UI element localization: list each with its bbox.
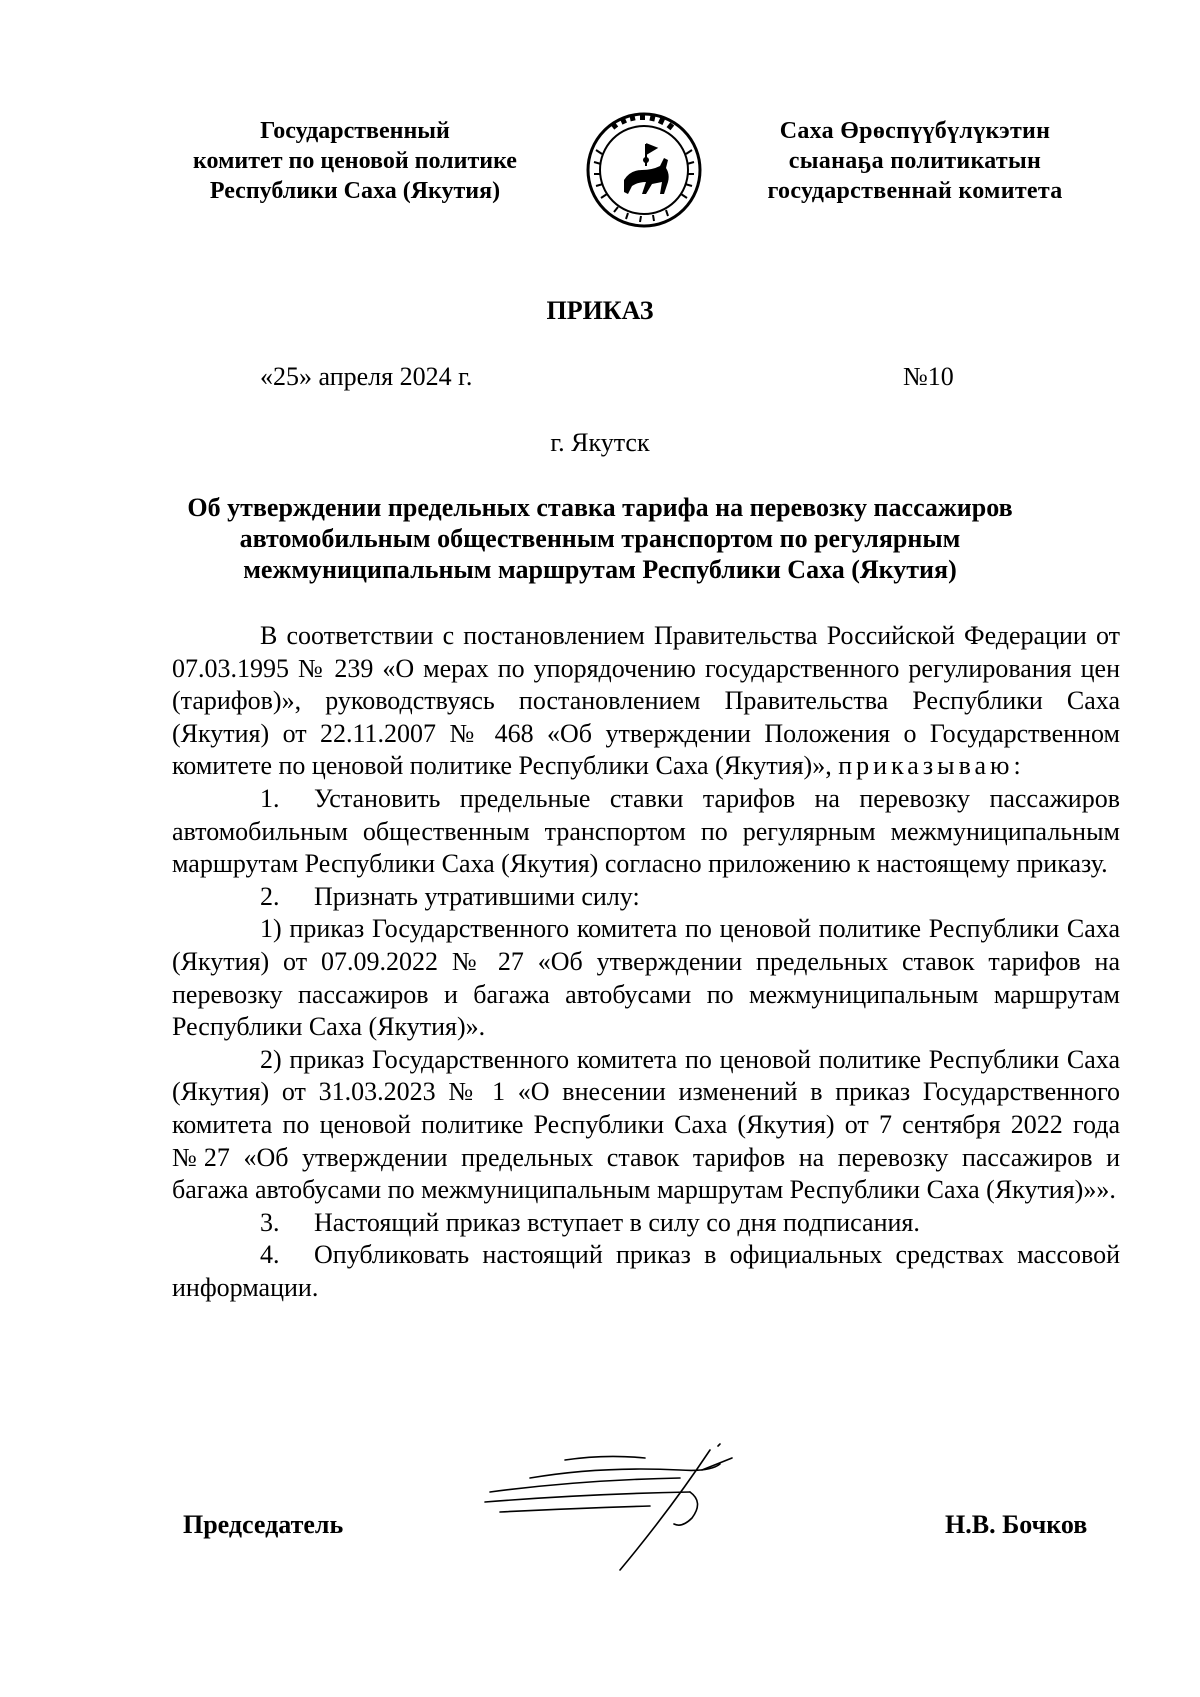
- signatory-title: Председатель: [183, 1510, 344, 1539]
- coat-of-arms-icon: [584, 110, 704, 230]
- item-3-number: 3.: [260, 1207, 280, 1237]
- item-2: [172, 881, 1120, 914]
- item-3-text: Настоящий приказ вступает в силу со дня подписания.: [314, 1207, 920, 1237]
- document-number: №10: [903, 362, 954, 391]
- document-date: «25» апреля 2024 г.: [260, 362, 473, 391]
- item-1-text: Установить предельные ставки тарифов на перевозку пассажиров автомобильным общественным транспортом по регулярным межмуниципальным маршрутам Республики Саха (Якутия) согласно приложению к настоящему приказу.: [172, 783, 1120, 879]
- letterhead-left-line: Государственный: [260, 118, 450, 144]
- item-2-text: Признать утратившими силу:: [314, 881, 640, 911]
- item-2-1: 1) приказ Государственного комитета по ценовой политике Республики Саха (Якутия) от 07.09.2022 № 27 «Об утверждении предельных ставок тарифов на перевозку пассажиров и багажа автобусами по межмуниципальным маршрутам Республики Саха (Якутия)».: [172, 914, 1120, 1042]
- letterhead: [0, 116, 1200, 226]
- document-city: г. Якутск: [550, 428, 650, 457]
- item-4-number: 4.: [260, 1240, 280, 1270]
- letterhead-left: [170, 116, 540, 206]
- order-word: приказываю:: [838, 751, 1025, 781]
- item-4-text: Опубликовать настоящий приказ в официальных средствах массовой информации.: [172, 1240, 1120, 1302]
- document-body: [172, 620, 1120, 1304]
- item-2-2: 2) приказ Государственного комитета по ценовой политике Республики Саха (Якутия) от 31.03.2023 № 1 «О внесении изменений в приказ Государственного комитета по ценовой политике Республики Саха (Якутия) от 7 сентября 2022 года №27 «Об утверждении предельных ставок тарифов на перевозку пассажиров и багажа автобусами по межмуниципальным маршрутам Республики Саха (Якутия)»».: [172, 1044, 1120, 1205]
- preamble-text: В соответствии с постановлением Правительства Российской Федерации от 07.03.1995 № 239 «О мерах по упорядочению государственного регулирования цен (тарифов)», руководствуясь постановлением Правительства Республики Саха (Якутия) от 22.11.2007 № 468 «Об утверждении Положения о Государственном комитете по ценовой политике Республики Саха (Якутия)»,: [172, 621, 1120, 781]
- item-1-number: 1.: [260, 783, 280, 813]
- item-4: [172, 1239, 1120, 1304]
- preamble-paragraph: [172, 620, 1120, 783]
- item-2-number: 2.: [260, 881, 280, 911]
- letterhead-left-line: комитет по ценовой политике: [193, 148, 517, 174]
- letterhead-right-line: государственнай комитета: [767, 178, 1063, 204]
- letterhead-left-line: Республики Саха (Якутия): [209, 178, 501, 204]
- handwritten-signature-icon: [470, 1440, 790, 1580]
- item-3: [172, 1207, 1120, 1240]
- signatory-name: Н.В. Бочков: [945, 1510, 1088, 1539]
- letterhead-right-line: Саха Өрөспүүбүлүкэтин: [779, 118, 1051, 144]
- letterhead-right: [735, 116, 1095, 206]
- document-type: ПРИКАЗ: [546, 296, 654, 325]
- document-subject: Об утверждении предельных ставка тарифа на перевозку пассажиров автомобильным общественным транспортом по регулярным межмуниципальным маршрутам Республики Саха (Якутия): [187, 493, 1013, 584]
- letterhead-right-line: сыанаҕа политикатын: [788, 148, 1042, 174]
- item-1: [172, 783, 1120, 881]
